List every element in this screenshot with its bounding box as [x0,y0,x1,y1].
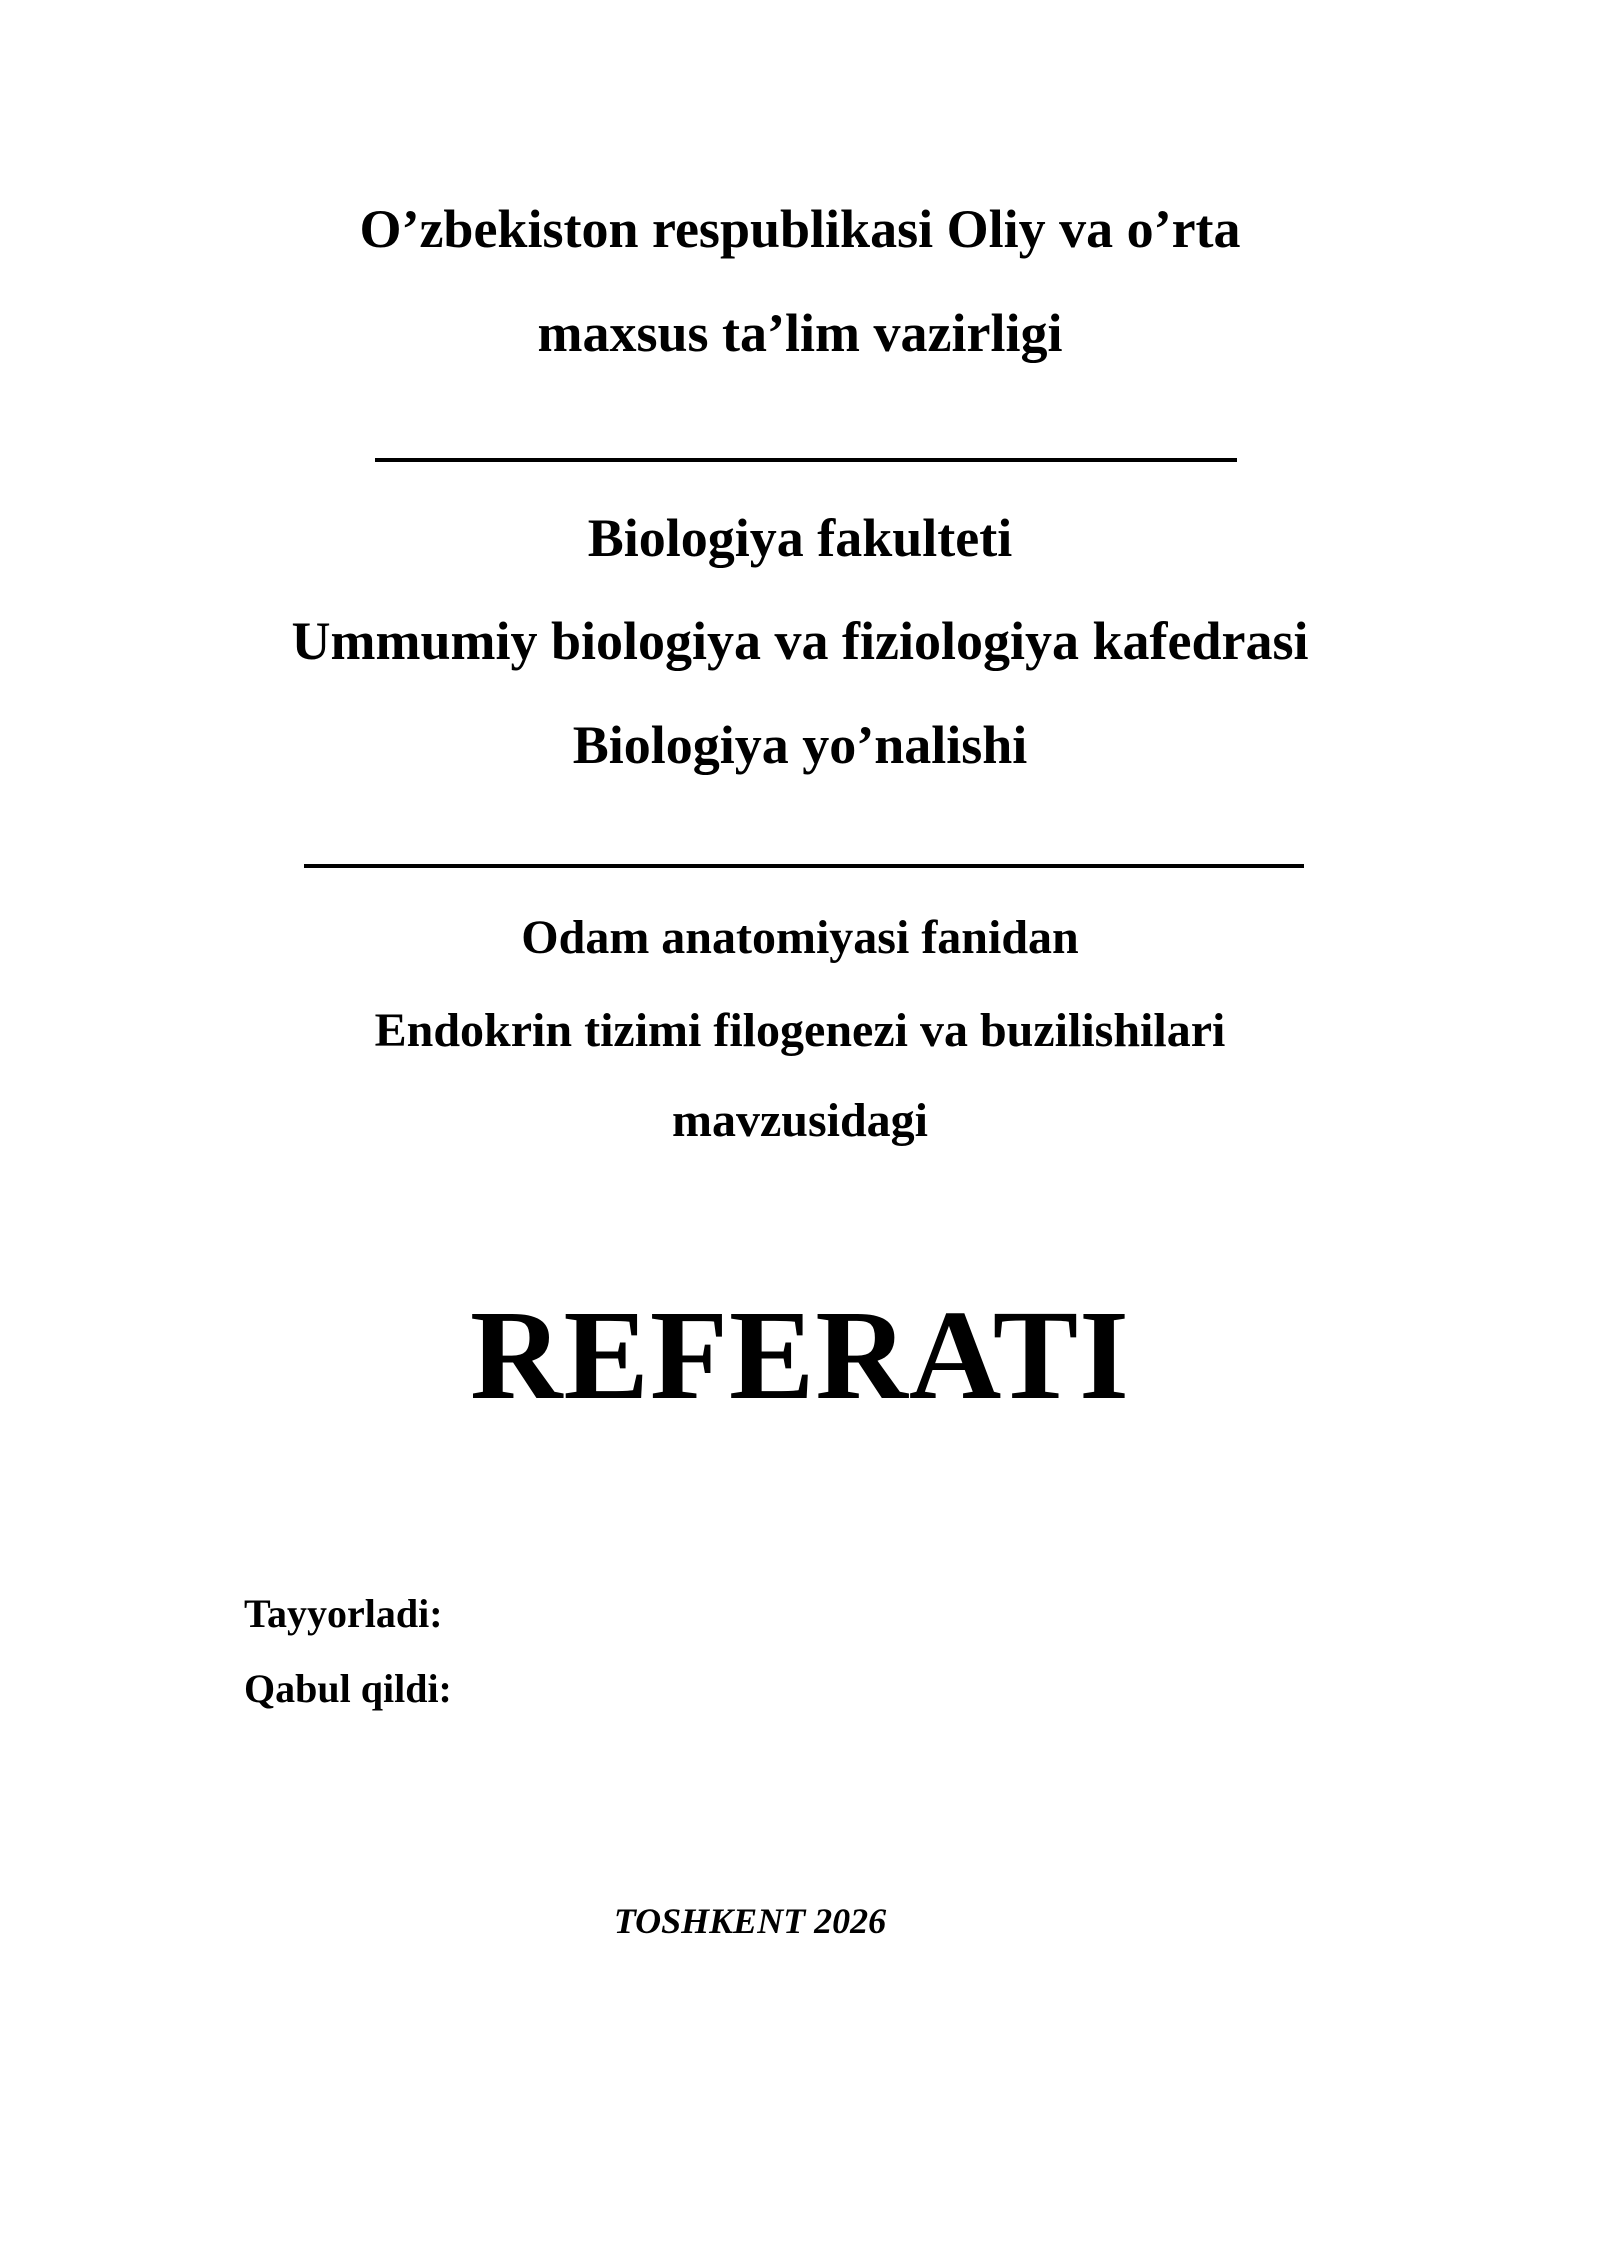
accepted-by-label: Qabul qildi: [244,1666,452,1711]
department-name: Ummumiy biologiya va fiziologiya kafedrasi [291,611,1309,671]
divider-top [375,458,1237,462]
city-year: TOSHKENT 2026 [613,1901,887,1941]
faculty-name: Biologiya fakulteti [587,508,1013,568]
ministry-line-2: maxsus ta’lim vazirligi [537,303,1063,363]
prepared-by-label: Tayyorladi: [244,1591,443,1636]
divider-middle [304,864,1304,868]
direction-name: Biologiya yo’nalishi [572,715,1028,775]
topic-line: Endokrin tizimi filogenezi va buzilishilari [374,1004,1226,1057]
document-type-title: REFERATI [470,1284,1130,1426]
subject-line: Odam anatomiyasi fanidan [521,911,1079,964]
ministry-line-1: O’zbekiston respublikasi Oliy va o’rta [359,199,1241,259]
topic-suffix: mavzusidagi [671,1094,929,1147]
